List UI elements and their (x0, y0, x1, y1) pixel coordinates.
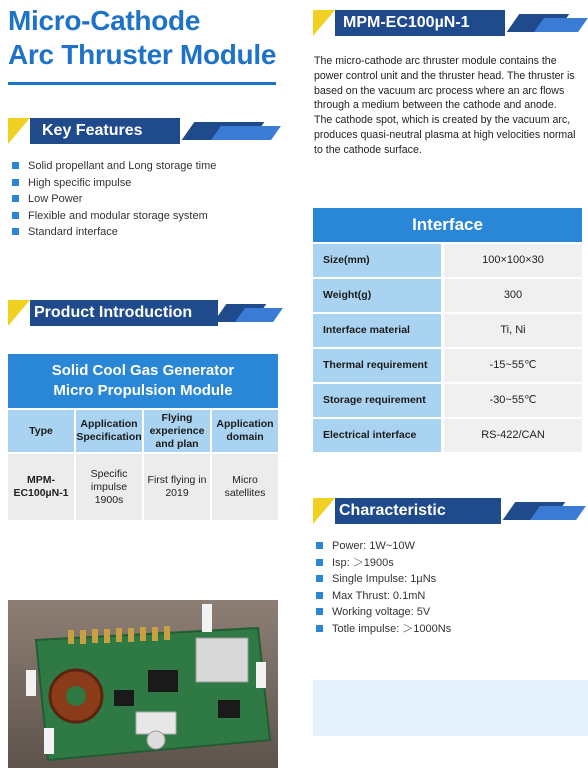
title-line-2: Arc Thruster Module (8, 39, 277, 70)
characteristic-heading: Characteristic (335, 498, 501, 524)
model-banner (313, 10, 583, 36)
table-cell-value: -15~55℃ (444, 349, 582, 382)
title-underline (8, 82, 276, 85)
decorative-band (313, 680, 588, 736)
page-title (8, 4, 288, 72)
list-item: Single Impulse: 1µNs (316, 571, 576, 588)
bullet-square-icon (12, 179, 19, 186)
table-cell-value: 300 (444, 279, 582, 312)
list-item: Max Thrust: 0.1mN (316, 588, 576, 605)
list-item: Totle impulse: ＞1000Ns (316, 621, 576, 638)
bullet-square-icon (316, 559, 323, 566)
list-item: Standard interface (12, 224, 282, 241)
table-cell-value: -30~55℃ (444, 384, 582, 417)
banner-stripe-accent (534, 18, 588, 32)
key-features-list (12, 158, 282, 241)
product-table-header (8, 410, 278, 452)
table-cell: Micro satellites (212, 454, 278, 520)
column-header: Type (8, 410, 74, 452)
list-item: Low Power (12, 191, 282, 208)
banner-stripe-accent (235, 308, 283, 322)
product-intro-heading: Product Introduction (30, 300, 218, 326)
table-row (313, 314, 582, 347)
table-cell-label: Weight(g) (313, 279, 441, 312)
banner-yellow-triangle (313, 498, 335, 524)
list-item: Power: 1W~10W (316, 538, 576, 555)
model-heading: MPM-EC100µN-1 (335, 10, 505, 36)
list-item: Flexible and modular storage system (12, 208, 282, 225)
table-row (313, 384, 582, 417)
table-cell-label: Storage requirement (313, 384, 441, 417)
list-item: Isp: ＞1900s (316, 555, 576, 572)
table-cell: First flying in 2019 (144, 454, 210, 520)
table-cell-value: RS-422/CAN (444, 419, 582, 452)
list-item: Working voltage: 5V (316, 604, 576, 621)
table-cell: MPM-EC100µN-1 (8, 454, 74, 520)
banner-yellow-triangle (8, 300, 30, 326)
thruster-module-photo (8, 600, 278, 768)
title-line-1: Micro-Cathode (8, 5, 201, 36)
key-features-banner (8, 118, 278, 144)
key-features-heading: Key Features (30, 118, 180, 144)
banner-yellow-triangle (8, 118, 30, 144)
table-cell-label: Size(mm) (313, 244, 441, 277)
bullet-square-icon (316, 625, 323, 632)
table-cell-label: Interface material (313, 314, 441, 347)
column-header: Application domain (212, 410, 278, 452)
table-cell: Specific impulse 1900s (76, 454, 142, 520)
table-row (313, 419, 582, 452)
bullet-square-icon (12, 195, 19, 202)
table-cell-value: 100×100×30 (444, 244, 582, 277)
table-row (8, 454, 278, 520)
bullet-square-icon (316, 575, 323, 582)
bullet-square-icon (12, 162, 19, 169)
table-cell-label: Thermal requirement (313, 349, 441, 382)
bullet-square-icon (12, 212, 19, 219)
banner-stripe-accent (211, 126, 281, 140)
pcb-illustration (8, 600, 278, 768)
interface-table-title: Interface (313, 208, 582, 242)
bullet-square-icon (316, 592, 323, 599)
table-row (313, 279, 582, 312)
column-header: Application Specification (76, 410, 142, 452)
table-cell-label: Electrical interface (313, 419, 441, 452)
bullet-square-icon (316, 608, 323, 615)
banner-yellow-triangle (313, 10, 335, 36)
product-intro-banner (8, 300, 278, 326)
table-cell-value: Ti, Ni (444, 314, 582, 347)
model-description: The micro-cathode arc thruster module contains the power control unit and the thruster head. The thruster is based on the vacuum arc process where an arc flows through a medium between the cathode and anode. The cathode spot, which is created by the vacuum arc, produces quasi-neutral plasma at high velocities normal to the cathode surface. (314, 55, 576, 156)
characteristic-banner (313, 498, 583, 524)
list-item: Solid propellant and Long storage time (12, 158, 282, 175)
column-header: Flying experience and plan (144, 410, 210, 452)
characteristic-list (316, 538, 576, 637)
bullet-square-icon (316, 542, 323, 549)
table-row (313, 349, 582, 382)
table-row (313, 244, 582, 277)
product-table-title: Solid Cool Gas Generator Micro Propulsion Module (8, 354, 278, 408)
bullet-square-icon (12, 228, 19, 235)
list-item: High specific impulse (12, 175, 282, 192)
banner-stripe-accent (530, 506, 586, 520)
